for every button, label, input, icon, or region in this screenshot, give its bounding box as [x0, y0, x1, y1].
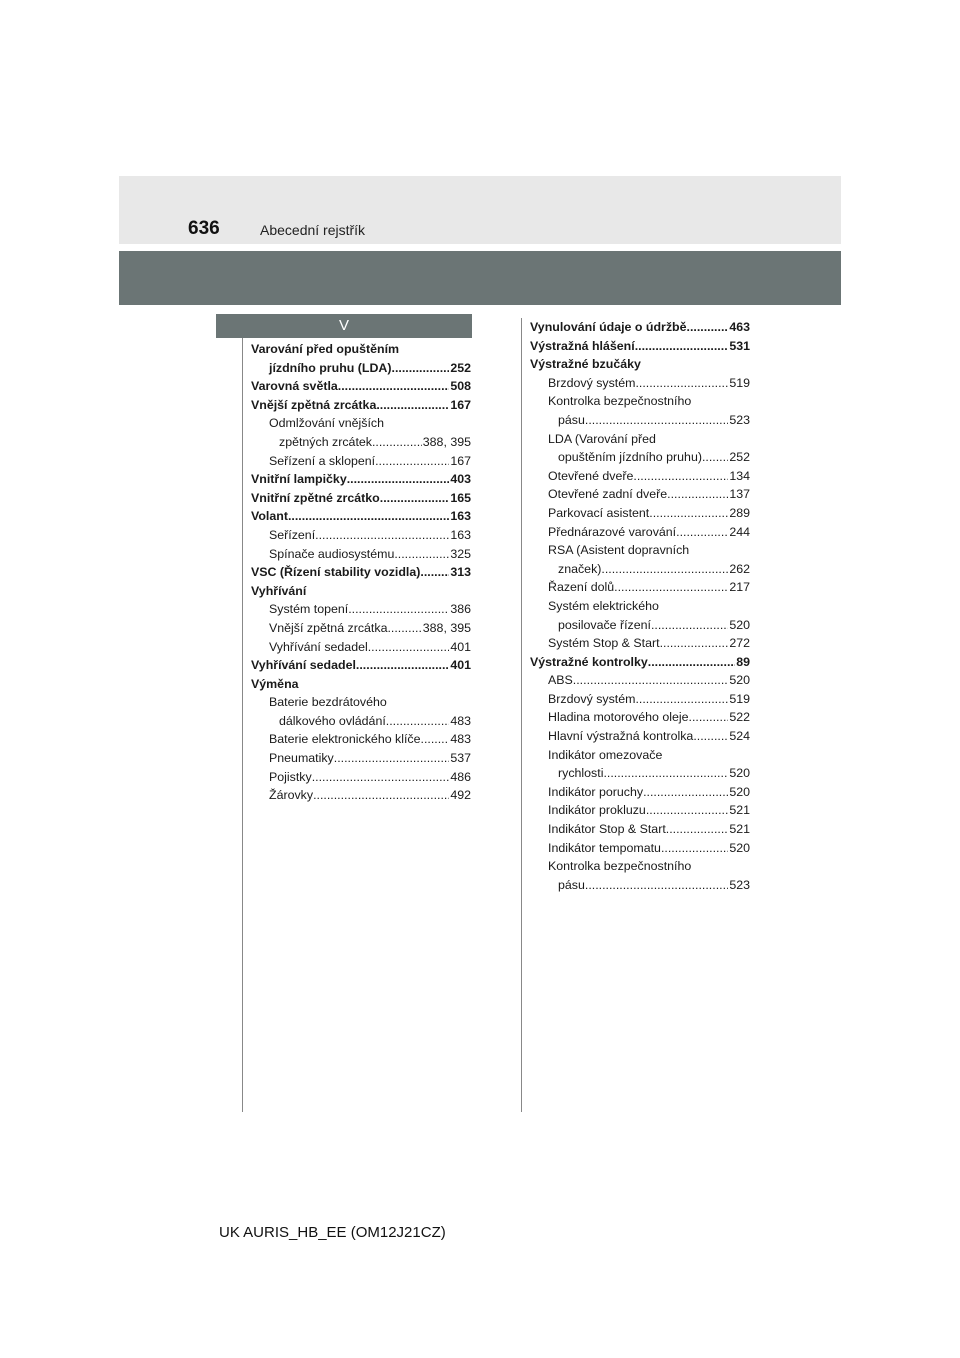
index-entry-page: 519 [729, 691, 750, 706]
index-entry [530, 485, 750, 504]
index-entry-page: 89 [736, 654, 750, 669]
index-entry-text: Brzdový systém [548, 375, 636, 390]
index-entry [530, 430, 750, 449]
index-entry-page: 313 [450, 565, 471, 580]
index-entry-text: Vyhřívání sedadel [269, 639, 368, 654]
index-entry [530, 374, 750, 393]
dot-leader [394, 545, 449, 564]
index-entry [530, 783, 750, 802]
dot-leader [421, 730, 450, 749]
index-entry-text: pásu [558, 877, 585, 892]
index-entry-page: 486 [450, 769, 471, 784]
dot-leader [635, 374, 728, 393]
index-entry [530, 671, 750, 690]
index-entry [530, 467, 750, 486]
index-entry [251, 730, 471, 749]
index-entry-page: 520 [729, 784, 750, 799]
index-entry-text: opuštěním jízdního pruhu) [558, 450, 702, 465]
index-entry [251, 675, 471, 694]
index-entry-text: Vyhřívání [251, 583, 307, 598]
index-entry [530, 578, 750, 597]
index-entry-page: 520 [729, 766, 750, 781]
dot-leader [646, 801, 729, 820]
index-entry [251, 396, 471, 415]
index-entry-text: posilovače řízení [558, 617, 651, 632]
index-letter-heading: V [216, 314, 472, 338]
dot-leader [368, 638, 450, 657]
dot-leader [348, 600, 449, 619]
header-band [119, 176, 841, 244]
index-entry-text: Otevřené dveře [548, 468, 634, 483]
dot-leader [312, 768, 450, 787]
index-entry-text: Hladina motorového oleje [548, 710, 689, 725]
index-entry [530, 801, 750, 820]
index-entry-page: 520 [729, 617, 750, 632]
dot-leader [661, 839, 728, 858]
index-entry-text: zpětných zrcátek [279, 434, 372, 449]
index-entry-page: 217 [729, 580, 750, 595]
index-entry-page: 137 [729, 487, 750, 502]
index-entry [530, 355, 750, 374]
index-entry-text: Odmlžování vnějších [269, 416, 385, 431]
index-entry-text: Výstražné bzučáky [530, 357, 641, 372]
index-entry [251, 638, 471, 657]
index-entry-page: 289 [729, 505, 750, 520]
header-dark-band [119, 251, 841, 305]
index-entry [251, 582, 471, 601]
index-entry-text: Pojistky [269, 769, 312, 784]
page-number: 636 [188, 218, 220, 239]
index-entry [530, 839, 750, 858]
index-entry [251, 619, 471, 638]
index-entry [251, 470, 471, 489]
index-entry-text: Vynulování údaje o údržbě [530, 320, 687, 334]
index-entry [530, 411, 750, 430]
index-entry-text: Baterie bezdrátového [269, 695, 387, 710]
index-entry-page: 163 [450, 527, 471, 542]
index-entry-text: Baterie elektronického klíče [269, 732, 421, 747]
index-entry-page: 262 [729, 561, 750, 576]
index-entry-text: rychlosti [558, 766, 604, 781]
index-entry-page: 134 [729, 468, 750, 483]
index-entry-text: Kontrolka bezpečnostního [548, 859, 692, 874]
index-entry-page: 388, 395 [422, 620, 471, 635]
index-entry-text: Žárovky [269, 788, 314, 803]
index-entry-text: Varování před opuštěním [251, 342, 400, 356]
index-entry [251, 507, 471, 526]
index-entry-text: RSA (Asistent dopravních [548, 543, 690, 558]
index-entry-text: Výstražná hlášení [530, 338, 635, 353]
index-entry-text: Indikátor poruchy [548, 784, 644, 799]
index-entry [251, 340, 471, 359]
index-entry-page: 508 [450, 379, 471, 394]
index-entry-text: LDA (Varování před [548, 431, 656, 446]
index-entry-page: 521 [729, 803, 750, 818]
index-entry [530, 523, 750, 542]
index-entry-text: Systém Stop & Start [548, 636, 660, 651]
index-entry [530, 876, 750, 895]
index-entry-page: 403 [450, 472, 471, 487]
index-entry-text: Řazení dolů [548, 580, 615, 595]
index-entry-page: 165 [450, 490, 471, 505]
dot-leader [643, 783, 728, 802]
index-entry-text: Volant [251, 509, 288, 524]
index-entry-page: 522 [729, 710, 750, 725]
index-entry-text: Spínače audiosystému [269, 546, 395, 561]
dot-leader [585, 411, 728, 430]
index-entry-text: Vnější zpětná zrcátka [269, 620, 388, 635]
index-entry-text: Indikátor tempomatu [548, 840, 661, 855]
index-entry-page: 537 [450, 751, 471, 766]
dot-leader [334, 749, 450, 768]
dot-leader [356, 656, 449, 675]
index-entry [251, 563, 471, 582]
index-entry-page: 524 [729, 729, 750, 744]
index-entry-text: Přednárazové varování [548, 524, 677, 539]
index-entry [530, 764, 750, 783]
index-entry [530, 597, 750, 616]
index-entry [251, 786, 471, 805]
index-entry-text: Výměna [251, 676, 299, 691]
index-entry-text: Výstražné kontrolky [530, 654, 648, 669]
index-entry-text: Indikátor Stop & Start [548, 822, 666, 837]
index-entry [530, 690, 750, 709]
index-entry [530, 634, 750, 653]
dot-leader [702, 448, 728, 467]
index-entry-text: ABS [548, 673, 573, 688]
dot-leader [387, 619, 421, 638]
index-entry-text: dálkového ovládání [279, 713, 386, 728]
index-entry-text: Systém elektrického [548, 598, 659, 613]
index-entry [251, 693, 471, 712]
index-entry [251, 452, 471, 471]
index-entry [251, 433, 471, 452]
index-entry [251, 600, 471, 619]
index-entry-text: Systém topení [269, 602, 349, 617]
index-entry-page: 523 [729, 412, 750, 427]
dot-leader [585, 876, 728, 895]
section-title: Abecední rejstřík [260, 222, 366, 238]
dot-leader [603, 764, 728, 783]
index-entry [251, 489, 471, 508]
index-entry [530, 318, 750, 337]
index-entry [530, 560, 750, 579]
index-entry-page: 244 [729, 524, 750, 539]
dot-leader [392, 359, 450, 378]
index-entry-text: Vyhřívání sedadel [251, 658, 356, 673]
index-entry-page: 252 [729, 450, 750, 465]
index-entry-page: 483 [450, 732, 471, 747]
dot-leader [313, 786, 449, 805]
index-entry [251, 377, 471, 396]
index-entry-page: 386 [450, 602, 471, 617]
dot-leader [648, 653, 735, 672]
index-entry-text: Seřízení a sklopení [269, 453, 376, 468]
dot-leader [649, 504, 728, 523]
dot-leader [633, 467, 728, 486]
dot-leader [651, 616, 728, 635]
index-entry-page: 483 [450, 713, 471, 728]
dot-leader [347, 470, 450, 489]
index-entry-page: 163 [450, 509, 471, 524]
index-column-left [251, 340, 471, 805]
dot-leader [420, 563, 449, 582]
dot-leader [376, 396, 449, 415]
index-entry-text: Indikátor omezovače [548, 747, 663, 762]
index-entry-text: Otevřené zadní dveře [548, 487, 668, 502]
dot-leader [315, 526, 449, 545]
index-entry-page: 167 [450, 453, 471, 468]
index-column-right [530, 318, 750, 894]
index-entry [251, 749, 471, 768]
index-entry-text: Seřízení [269, 527, 316, 542]
index-entry [530, 504, 750, 523]
dot-leader [635, 690, 728, 709]
dot-leader [372, 433, 422, 452]
index-entry [530, 392, 750, 411]
index-entry-page: 520 [729, 673, 750, 688]
index-entry [530, 857, 750, 876]
dot-leader [693, 727, 728, 746]
index-entry-page: 401 [450, 639, 471, 654]
dot-leader [601, 560, 728, 579]
index-entry-page: 167 [450, 397, 471, 412]
index-entry-page: 521 [729, 822, 750, 837]
index-entry [530, 820, 750, 839]
index-entry [530, 708, 750, 727]
index-entry-page: 388, 395 [422, 434, 471, 449]
index-entry-page: 252 [450, 360, 471, 375]
dot-leader [676, 523, 728, 542]
index-entry-page: 520 [729, 840, 750, 855]
index-entry-text: značek) [558, 561, 602, 576]
dot-leader [338, 377, 450, 396]
index-entry-text: Varovná světla [251, 379, 338, 394]
dot-leader [666, 820, 729, 839]
index-entry-text: jízdního pruhu (LDA) [269, 360, 392, 375]
dot-leader [288, 507, 449, 526]
index-entry-text: Vnější zpětná zrcátka [251, 397, 377, 412]
index-entry [530, 337, 750, 356]
dot-leader [687, 318, 729, 337]
dot-leader [573, 671, 729, 690]
index-entry-text: Parkovací asistent [548, 505, 650, 520]
index-entry [251, 768, 471, 787]
dot-leader [635, 337, 729, 356]
index-entry-page: 463 [729, 320, 750, 334]
index-entry [251, 526, 471, 545]
column-divider-right [521, 318, 522, 1112]
column-divider-left [242, 338, 243, 1112]
index-entry-page: 401 [450, 658, 471, 673]
dot-leader [689, 708, 729, 727]
dot-leader [667, 485, 728, 504]
index-entry-text: Hlavní výstražná kontrolka [548, 729, 694, 744]
index-entry-text: pásu [558, 412, 585, 427]
index-entry [251, 712, 471, 731]
index-entry-text: Indikátor prokluzu [548, 803, 646, 818]
dot-leader [614, 578, 728, 597]
index-entry [251, 359, 471, 378]
index-entry-text: Pneumatiky [269, 751, 334, 766]
dot-leader [380, 489, 450, 508]
index-entry [530, 727, 750, 746]
index-entry-text: Brzdový systém [548, 691, 636, 706]
index-entry-page: 531 [729, 338, 750, 353]
index-entry-page: 519 [729, 375, 750, 390]
index-entry [251, 545, 471, 564]
dot-leader [660, 634, 729, 653]
index-entry [530, 616, 750, 635]
index-entry [251, 656, 471, 675]
index-entry [530, 746, 750, 765]
index-entry-text: VSC (Řízení stability vozidla) [251, 565, 421, 580]
index-entry [530, 541, 750, 560]
index-entry-page: 325 [450, 546, 471, 561]
index-entry-text: Vnitřní lampičky [251, 472, 347, 487]
index-entry [251, 414, 471, 433]
document-code: UK AURIS_HB_EE (OM12J21CZ) [219, 1224, 446, 1241]
index-entry-page: 492 [450, 788, 471, 803]
dot-leader [386, 712, 450, 731]
dot-leader [375, 452, 449, 471]
index-entry-page: 523 [729, 877, 750, 892]
index-entry [530, 448, 750, 467]
index-entry-text: Vnitřní zpětné zrcátko [251, 490, 380, 505]
index-entry-text: Kontrolka bezpečnostního [548, 394, 692, 409]
index-entry-page: 272 [729, 636, 750, 651]
index-entry [530, 653, 750, 672]
